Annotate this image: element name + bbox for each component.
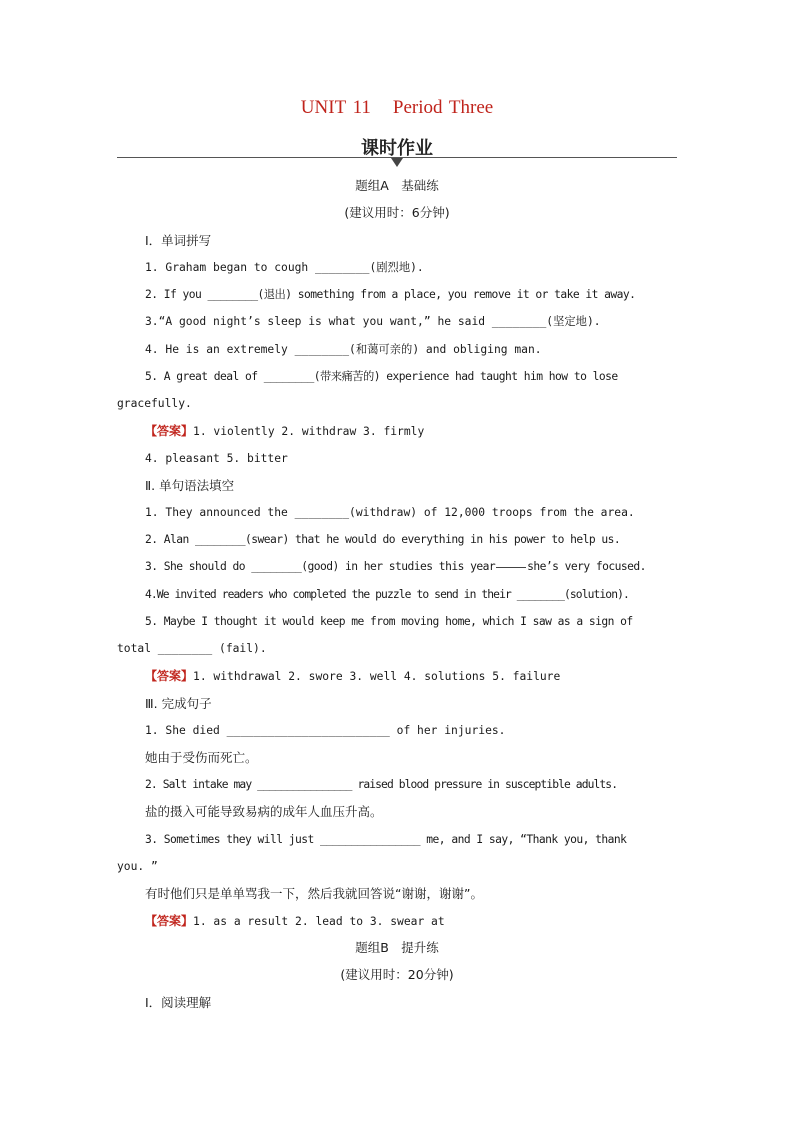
s3-question-3-translation: 有时他们只是单单骂我一下，然后我就回答说“谢谢，谢谢”。 [145, 886, 483, 901]
page-subtitle: 课时作业 [361, 138, 433, 159]
period-label: Period Three [392, 97, 494, 118]
s1-answer-text: 1. violently 2. withdraw 3. firmly [193, 425, 425, 438]
s3-question-3-line2: you. ” [117, 860, 158, 873]
section-3-heading: Ⅲ. 完成句子 [145, 696, 212, 711]
group-b-title: 题组B 提升练 [355, 940, 439, 955]
s1-question-2: 2. If you ________(退出) something from a place, you remove it or take it away. [145, 288, 636, 301]
page-title [0, 97, 794, 119]
s3-question-3-line1: 3. Sometimes they will just ________________ me, and I say, “Thank you, thank [145, 833, 627, 846]
s3-question-1-translation: 她由于受伤而死亡。 [145, 750, 258, 765]
s2-question-5-line1: 5. Maybe I thought it would keep me from moving home, which I saw as a sign of [145, 615, 633, 628]
s1-question-3: 3.“A good night’s sleep is what you want,” he said ________(坚定地). [145, 315, 601, 328]
s1-answer-line2: 4. pleasant 5. bitter [145, 452, 288, 465]
em-dash [496, 567, 526, 568]
s3-question-1: 1. She died ________________________ of her injuries. [145, 724, 506, 737]
s1-question-4: 4. He is an extremely ________(和蔼可亲的) and obliging man. [145, 343, 542, 356]
s2-answer [145, 668, 677, 685]
group-b-section-heading: Ⅰ．阅读理解 [145, 995, 212, 1010]
s2-question-3-part2: she’s very focused. [527, 560, 646, 573]
answer-tag: 【答案】 [145, 669, 194, 683]
triangle-marker-icon [391, 158, 403, 167]
s2-answer-text: 1. withdrawal 2. swore 3. well 4. solutions 5. failure [193, 670, 561, 683]
s3-answer-text: 1. as a result 2. lead to 3. swear at [193, 915, 445, 928]
s1-question-5-line2: gracefully. [117, 397, 192, 410]
s2-question-4: 4.We invited readers who completed the puzzle to send in their ________(solution). [145, 588, 629, 601]
group-a-title: 题组A 基础练 [355, 178, 439, 193]
answer-tag: 【答案】 [145, 914, 194, 928]
s1-question-5-line1: 5. A great deal of ________(带来痛苦的) experience had taught him how to lose [145, 370, 618, 383]
s3-question-2: 2. Salt intake may ________________ raised blood pressure in susceptible adults. [145, 778, 618, 791]
s2-question-3 [145, 559, 677, 575]
group-b-time: (建议用时：20分钟) [340, 967, 454, 982]
unit-label: UNIT 11 [300, 97, 371, 118]
s2-question-2: 2. Alan ________(swear) that he would do everything in his power to help us. [145, 533, 621, 546]
s3-answer [145, 913, 677, 930]
s2-question-3-part1: 3. She should do ________(good) in her studies this year [145, 560, 496, 573]
s2-question-1: 1. They announced the ________(withdraw) of 12,000 troops from the area. [145, 506, 635, 519]
s3-question-2-translation: 盐的摄入可能导致易病的成年人血压升高。 [145, 804, 383, 819]
group-a-time: (建议用时：6分钟) [344, 205, 450, 220]
s1-question-1: 1. Graham began to cough ________(剧烈地). [145, 261, 424, 274]
section-2-heading: Ⅱ. 单句语法填空 [145, 478, 235, 493]
section-1-heading: Ⅰ．单词拼写 [145, 233, 212, 248]
s2-question-5-line2: total ________ (fail). [117, 642, 267, 655]
answer-tag: 【答案】 [145, 424, 194, 438]
s1-answer [145, 423, 677, 440]
